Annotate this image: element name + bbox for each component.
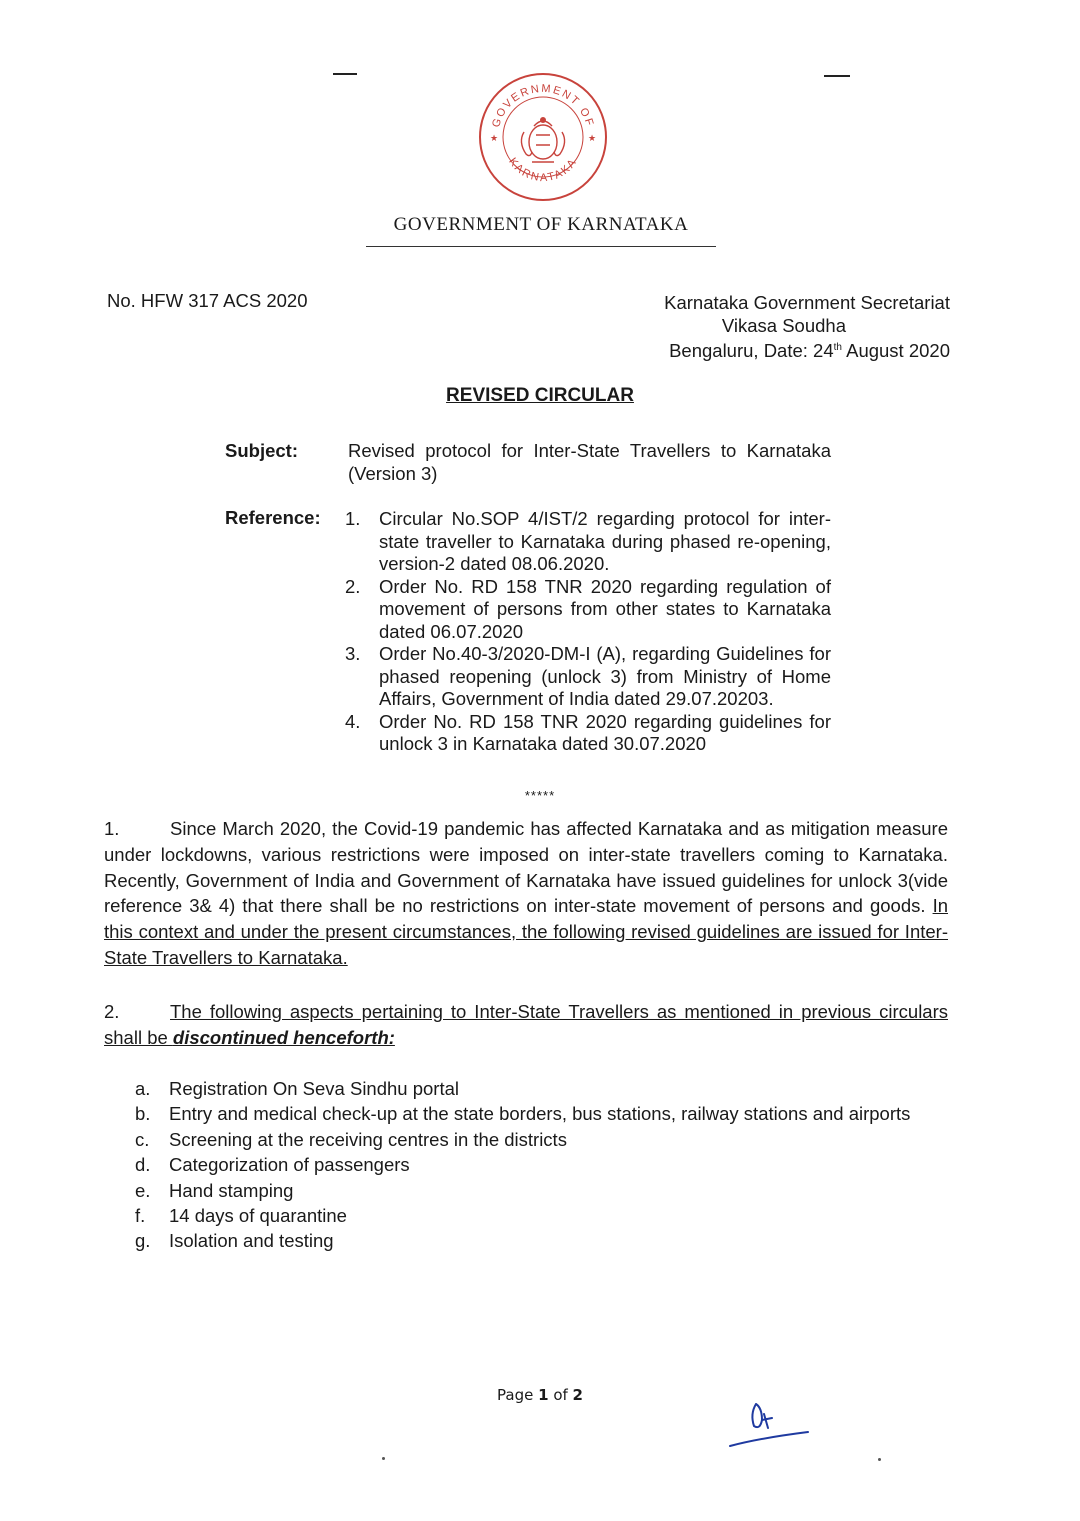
list-item-text: Order No. RD 158 TNR 2020 regarding regulation of movement of persons from other states to Karnataka dated 06.07.2020 — [379, 575, 831, 642]
list-item-letter: f. — [135, 1205, 146, 1227]
circular-title: REVISED CIRCULAR — [446, 385, 634, 406]
list-item-text: 14 days of quarantine — [169, 1205, 347, 1227]
paragraph-number: 2. — [104, 1001, 120, 1022]
subject-label: Subject: — [225, 440, 298, 461]
document-heading: GOVERNMENT OF KARNATAKA — [393, 214, 689, 235]
address-date — [600, 337, 950, 363]
paragraph-underlined-text: In this context and under the present circumstances, the following revised guidelines are issued for Inter-State Travellers to Karnataka. — [104, 895, 948, 968]
list-item-text: Order No.40-3/2020-DM-I (A), regarding Guidelines for phased reopening (unlock 3) from Ministry of Home Affairs, Government of India dated 29.07.20203. — [379, 643, 831, 709]
paragraph-number: 1. — [104, 818, 120, 839]
list-item-letter: b. — [135, 1103, 151, 1125]
date-prefix: Bengaluru, Date: 24 — [669, 340, 834, 362]
list-item-text: Categorization of passengers — [169, 1154, 410, 1176]
scan-speck — [878, 1458, 881, 1461]
subject-text: Revised protocol for Inter-State Travellers to Karnataka (Version 3) — [348, 440, 831, 484]
page-of: of — [548, 1386, 573, 1404]
list-item — [135, 1127, 948, 1152]
list-item-text: Entry and medical check-up at the state borders, bus stations, railway stations and airports — [169, 1103, 911, 1125]
list-item — [345, 711, 831, 756]
seal-text-top: GOVERNMENT OF — [490, 82, 596, 129]
seal-text-bottom: KARNATAKA — [506, 155, 580, 185]
paragraph-text: The following aspects pertaining to Inter-State Travellers as mentioned in previous circulars shall be — [104, 1001, 948, 1048]
svg-text:★: ★ — [588, 134, 597, 144]
page-current: 1 — [538, 1386, 549, 1404]
paragraph-text: Since March 2020, the Covid-19 pandemic has affected Karnataka and as mitigation measure under lockdowns, various restrictions were imposed on inter-state travellers coming to Karnataka. Recently, Government of India and Government of Karnataka have issued guidelines for unlock 3(vide reference 3& 4) that there shall be no restrictions on inter-state movement of persons and goods. — [104, 818, 948, 917]
list-item — [135, 1101, 948, 1126]
government-seal-icon — [476, 70, 610, 204]
paragraph-1 — [104, 816, 948, 971]
page-total: 2 — [572, 1386, 583, 1404]
list-item-text: Isolation and testing — [169, 1230, 334, 1252]
date-suffix: August 2020 — [841, 340, 950, 362]
list-item-number: 2. — [345, 575, 361, 597]
list-item-number: 3. — [345, 643, 361, 664]
discontinued-list — [135, 1076, 948, 1254]
list-item-letter: d. — [135, 1154, 151, 1176]
signature-icon — [726, 1392, 812, 1454]
paragraph-emphasis: discontinued henceforth: — [172, 1026, 395, 1048]
list-item — [345, 508, 831, 576]
list-item — [135, 1203, 948, 1228]
list-item — [135, 1152, 948, 1177]
scan-speck — [382, 1457, 385, 1460]
list-item-text: Order No. RD 158 TNR 2020 regarding guidelines for unlock 3 in Karnataka dated 30.07.2020 — [379, 710, 831, 754]
list-item-letter: g. — [135, 1230, 151, 1252]
section-separator: ***** — [524, 788, 556, 803]
paragraph-2 — [104, 999, 948, 1051]
address-block — [600, 292, 950, 363]
list-item — [135, 1228, 948, 1253]
address-line-1: Karnataka Government Secretariat — [664, 292, 950, 313]
svg-text:★: ★ — [490, 134, 499, 144]
list-item-text: Hand stamping — [169, 1179, 294, 1201]
list-item-letter: c. — [135, 1128, 150, 1150]
list-item — [345, 576, 831, 644]
list-item-text: Circular No.SOP 4/IST/2 regarding protocol for inter-state traveller to Karnataka during phased re-opening, version-2 dated 08.06.2020. — [379, 508, 831, 574]
list-item-text: Registration On Seva Sindhu portal — [169, 1078, 460, 1099]
list-item-number: 4. — [345, 710, 361, 732]
date-superscript: th — [833, 342, 842, 353]
list-item — [135, 1076, 948, 1101]
list-item-number: 1. — [345, 508, 361, 529]
svg-text:KARNATAKA — [506, 156, 580, 184]
page-number — [0, 1386, 1080, 1404]
reference-number: No. HFW 317 ACS 2020 — [107, 290, 308, 311]
list-item-text: Screening at the receiving centres in the districts — [169, 1128, 567, 1150]
page-prefix: Page — [497, 1386, 539, 1404]
list-item-letter: a. — [135, 1078, 151, 1099]
address-line-2: Vikasa Soudha — [721, 314, 846, 336]
scan-mark-right — [824, 75, 850, 77]
list-item — [345, 643, 831, 711]
scan-mark-left — [333, 73, 357, 75]
reference-label: Reference: — [225, 507, 321, 528]
heading-underline — [366, 246, 716, 247]
list-item — [135, 1178, 948, 1203]
list-item-letter: e. — [135, 1179, 151, 1201]
reference-list — [345, 508, 831, 756]
